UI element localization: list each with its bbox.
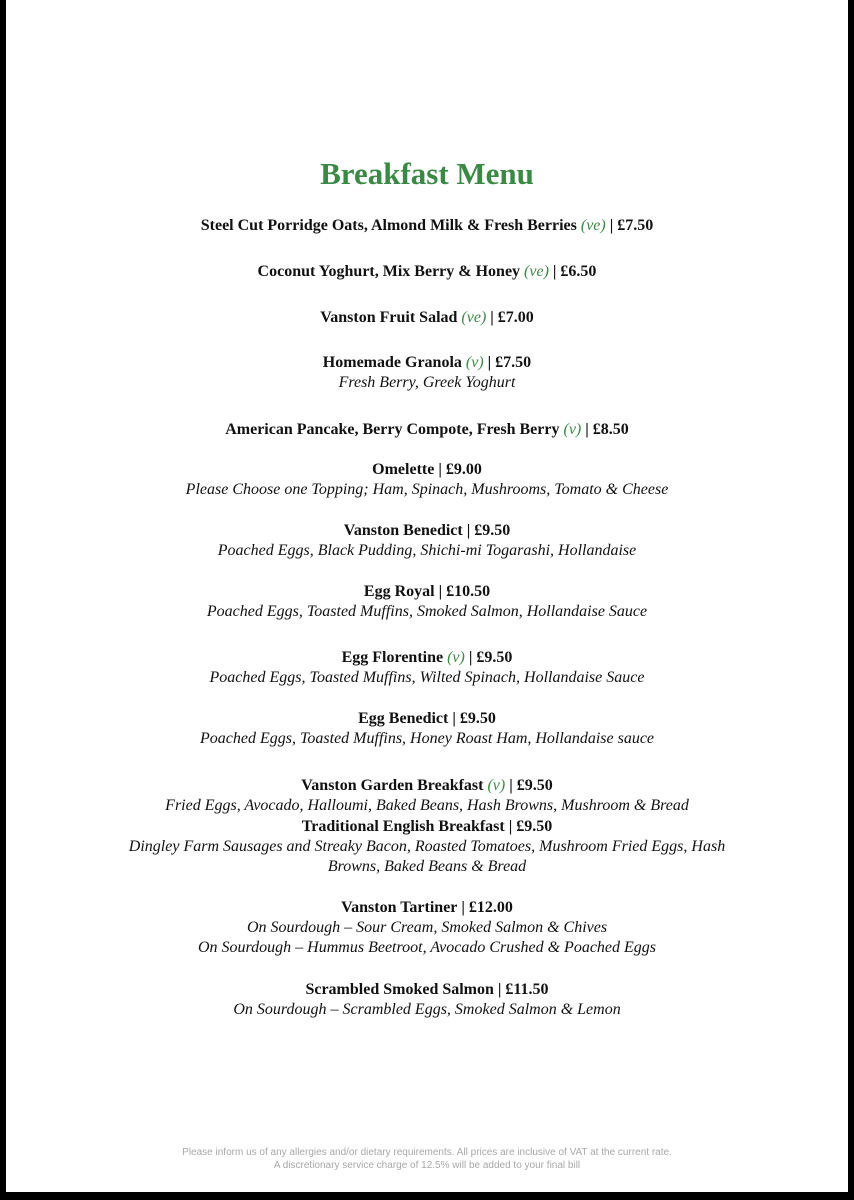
menu-item-description: On Sourdough – Scrambled Eggs, Smoked Salmon & Lemon bbox=[233, 1001, 621, 1018]
menu-item-description: Poached Eggs, Toasted Muffins, Honey Roast Ham, Hollandaise sauce bbox=[199, 730, 655, 747]
menu-item bbox=[0, 216, 854, 236]
menu-item-name: Homemade Granola bbox=[322, 354, 462, 371]
menu-item-name: Vanston Tartiner bbox=[341, 899, 458, 916]
menu-item-heading bbox=[0, 817, 854, 837]
menu-item-name: Vanston Garden Breakfast bbox=[301, 777, 484, 794]
menu-item-description: Fresh Berry, Greek Yoghurt bbox=[338, 374, 516, 391]
menu-item-description: Poached Eggs, Toasted Muffins, Smoked Salmon, Hollandaise Sauce bbox=[206, 603, 648, 620]
menu-item-description: On Sourdough – Sour Cream, Smoked Salmon & Chives bbox=[246, 919, 608, 936]
menu-item-heading bbox=[0, 420, 854, 440]
menu-item-name: Egg Royal bbox=[363, 583, 435, 600]
dietary-label: (v) bbox=[563, 421, 582, 438]
menu-item-description: Poached Eggs, Black Pudding, Shichi-mi Togarashi, Hollandaise bbox=[217, 542, 637, 559]
menu-item bbox=[0, 817, 854, 877]
menu-item-heading bbox=[0, 216, 854, 236]
menu-item-name: Egg Florentine bbox=[341, 649, 444, 666]
menu-item-name: Omelette bbox=[372, 461, 435, 478]
menu-item bbox=[0, 898, 854, 958]
menu-item-heading bbox=[0, 776, 854, 796]
menu-item-heading bbox=[0, 353, 854, 373]
menu-item-price: | £10.50 bbox=[438, 583, 491, 600]
dietary-label: (v) bbox=[447, 649, 465, 666]
menu-item bbox=[0, 776, 854, 816]
menu-item-price: | £6.50 bbox=[552, 263, 597, 280]
menu-item-heading bbox=[0, 648, 854, 668]
menu-item bbox=[0, 980, 854, 1020]
menu-item-name: Scrambled Smoked Salmon bbox=[305, 981, 494, 998]
menu-item-price: | £9.50 bbox=[508, 818, 553, 835]
menu-item bbox=[0, 582, 854, 622]
menu-item-price: | £9.50 bbox=[509, 777, 553, 794]
menu-item-price: | £12.00 bbox=[461, 899, 513, 916]
menu-item bbox=[0, 709, 854, 749]
menu-item-description: Fried Eggs, Avocado, Halloumi, Baked Beans, Hash Browns, Mushroom & Bread bbox=[165, 797, 689, 814]
menu-item-price: | £9.50 bbox=[468, 649, 513, 666]
dietary-label: (v) bbox=[487, 777, 506, 794]
menu-item bbox=[0, 521, 854, 561]
menu-item-heading bbox=[0, 980, 854, 1000]
dietary-label: (ve) bbox=[580, 217, 606, 234]
menu-item-description: On Sourdough – Hummus Beetroot, Avocado Crushed & Poached Eggs bbox=[197, 939, 657, 956]
dietary-label: (ve) bbox=[461, 309, 487, 326]
menu-item-price: | £9.00 bbox=[438, 461, 482, 478]
menu-item-heading bbox=[0, 460, 854, 480]
menu-item bbox=[0, 460, 854, 500]
menu-item-price: | £8.50 bbox=[585, 421, 629, 438]
menu-item-price: | £7.50 bbox=[487, 354, 532, 371]
menu-item-description: Browns, Baked Beans & Bread bbox=[327, 858, 527, 875]
menu-item-price: | £7.00 bbox=[490, 309, 534, 326]
menu-item-description: Dingley Farm Sausages and Streaky Bacon, Roasted Tomatoes, Mushroom Fried Eggs, Hash bbox=[128, 838, 726, 855]
menu-item-description: Poached Eggs, Toasted Muffins, Wilted Spinach, Hollandaise Sauce bbox=[209, 669, 645, 686]
footer-note bbox=[0, 1146, 854, 1172]
menu-item-price: | £9.50 bbox=[452, 710, 496, 727]
dietary-label: (v) bbox=[465, 354, 484, 371]
menu-item-name: Egg Benedict bbox=[358, 710, 449, 727]
menu-item-price: | £7.50 bbox=[609, 217, 654, 234]
menu-item-name: Steel Cut Porridge Oats, Almond Milk & Fresh Berries bbox=[200, 217, 577, 234]
menu-item-description: Please Choose one Topping; Ham, Spinach, Mushrooms, Tomato & Cheese bbox=[185, 481, 669, 498]
menu-item-heading bbox=[0, 709, 854, 729]
menu-item-price: | £9.50 bbox=[466, 522, 511, 539]
menu-item bbox=[0, 308, 854, 328]
footer-line-service-charge: A discretionary service charge of 12.5% will be added to your final bill bbox=[273, 1160, 581, 1171]
menu-item-name: Traditional English Breakfast bbox=[301, 818, 505, 835]
menu-item-name: Vanston Fruit Salad bbox=[320, 309, 458, 326]
menu-item-heading bbox=[0, 582, 854, 602]
menu-item bbox=[0, 420, 854, 440]
menu-item-name: Vanston Benedict bbox=[343, 522, 463, 539]
menu-item-heading bbox=[0, 308, 854, 328]
menu-item-heading bbox=[0, 262, 854, 282]
menu-item-name: Coconut Yoghurt, Mix Berry & Honey bbox=[257, 263, 521, 280]
page-title: Breakfast Menu bbox=[320, 156, 534, 191]
menu-item bbox=[0, 262, 854, 282]
menu-item-price: | £11.50 bbox=[497, 981, 549, 998]
footer-line-allergies: Please inform us of any allergies and/or dietary requirements. All prices are inclusive of VAT at the current rate. bbox=[182, 1147, 672, 1158]
menu-item-name: American Pancake, Berry Compote, Fresh Berry bbox=[225, 421, 560, 438]
menu-item-heading bbox=[0, 898, 854, 918]
menu-item-heading bbox=[0, 521, 854, 541]
menu-item bbox=[0, 648, 854, 688]
dietary-label: (ve) bbox=[524, 263, 549, 280]
menu-item bbox=[0, 353, 854, 393]
